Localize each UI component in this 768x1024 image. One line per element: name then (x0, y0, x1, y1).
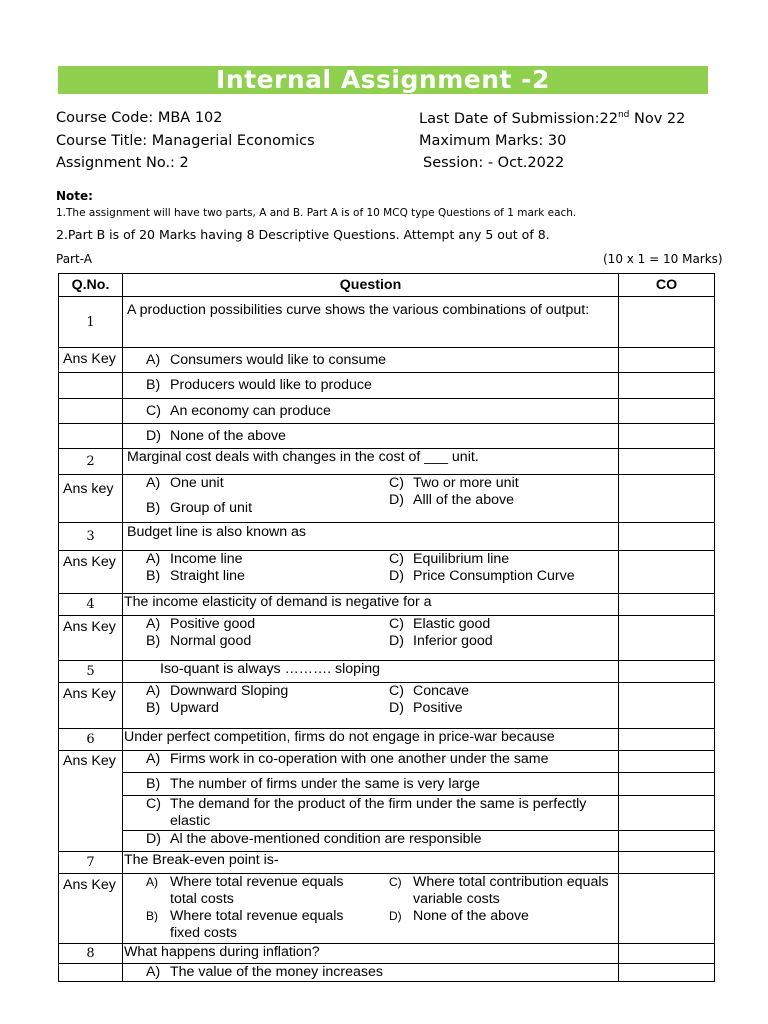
option-text: Concave (413, 683, 469, 699)
co-cell (619, 475, 715, 523)
question-number: 6 (59, 729, 123, 751)
option-text: Producers would like to produce (170, 377, 372, 393)
option-text: One unit (170, 475, 224, 491)
question-text: What happens during inflation? (123, 944, 619, 964)
option-row (59, 373, 715, 399)
question-row (59, 523, 715, 551)
question-text: Budget line is also known as (123, 523, 619, 551)
question-row (59, 944, 715, 964)
co-cell (619, 424, 715, 449)
co-cell (619, 616, 715, 661)
option-letter: C) (146, 796, 161, 812)
option-letter: D) (146, 427, 161, 444)
answer-row (59, 475, 715, 523)
option-letter: D) (146, 831, 161, 847)
question-row (59, 852, 715, 874)
option-text: The value of the money increases (170, 964, 383, 980)
co-cell (619, 661, 715, 683)
co-cell (619, 751, 715, 773)
co-cell (619, 831, 715, 852)
answer-options (123, 616, 619, 661)
question-text: The income elasticity of demand is negative for a (123, 594, 619, 616)
option-letter: D) (389, 700, 404, 716)
co-cell (619, 874, 715, 944)
last-date-prefix: Last Date of Submission:22 (419, 110, 618, 127)
option-text: Income line (170, 551, 243, 567)
option-text: Upward (170, 700, 219, 716)
option-text: None of the above (170, 427, 286, 444)
part-a-marks: (10 x 1 = 10 Marks) (603, 252, 723, 266)
option-row (59, 751, 715, 773)
option-letter: A) (146, 475, 161, 491)
question-number: 2 (59, 449, 123, 475)
question-number: 5 (59, 661, 123, 683)
option-text: Inferior good (413, 633, 493, 649)
question-row (59, 729, 715, 751)
option-text: Equilibrium line (413, 551, 510, 567)
option-letter: B) (146, 500, 161, 516)
co-cell (619, 729, 715, 751)
question-number: 1 (59, 297, 123, 348)
option-text: The demand for the product of the firm under the same is perfectly elastic (170, 796, 587, 829)
option-letter: B) (146, 775, 161, 792)
option-letter: B) (146, 700, 161, 716)
co-cell (619, 523, 715, 551)
question-text: Iso-quant is always ………. sloping (123, 661, 619, 683)
question-text: Under perfect competition, firms do not engage in price-war because (123, 729, 619, 751)
option-letter: C) (389, 616, 404, 632)
co-cell (619, 964, 715, 982)
co-cell (619, 348, 715, 373)
co-cell (619, 399, 715, 424)
option-text: Elastic good (413, 616, 491, 632)
ans-key-label: Ans Key (59, 751, 123, 852)
question-row (59, 449, 715, 475)
co-cell (619, 297, 715, 348)
course-title: Course Title: Managerial Economics (56, 133, 315, 149)
option-letter: A) (146, 964, 161, 980)
header-question: Question (123, 274, 619, 297)
answer-row (59, 874, 715, 944)
max-marks: Maximum Marks: 30 (419, 133, 567, 149)
co-cell (619, 449, 715, 475)
course-code: Course Code: MBA 102 (56, 110, 223, 126)
option (123, 751, 619, 773)
option-text: Alll of the above (413, 492, 514, 508)
option-text: Price Consumption Curve (413, 568, 575, 584)
option-text: Where total revenue equals fixed costs (170, 908, 344, 941)
option (123, 373, 619, 399)
empty-cell (59, 424, 123, 449)
last-date (419, 110, 685, 127)
co-cell (619, 551, 715, 594)
table-header-row (59, 274, 715, 297)
header-co: CO (619, 274, 715, 297)
option-text: Straight line (170, 568, 245, 584)
co-cell (619, 773, 715, 796)
assignment-number: Assignment No.: 2 (56, 155, 189, 171)
question-row (59, 594, 715, 616)
option-row (59, 399, 715, 424)
question-number: 4 (59, 594, 123, 616)
option-letter: A) (146, 751, 161, 767)
session: Session: - Oct.2022 (423, 155, 565, 171)
option-row (59, 348, 715, 373)
ans-key-label: Ans Key (59, 551, 123, 594)
last-date-suffix: Nov 22 (629, 110, 686, 127)
option-letter: D) (389, 492, 404, 508)
question-number: 7 (59, 852, 123, 874)
last-date-superscript: nd (617, 110, 630, 120)
ans-key-label: Ans Key (59, 616, 123, 661)
answer-options (123, 683, 619, 729)
co-cell (619, 944, 715, 964)
question-text: The Break-even point is- (123, 852, 619, 874)
question-number: 3 (59, 523, 123, 551)
option-letter: B) (146, 633, 161, 649)
option-text: Firms work in co-operation with one another under the same (170, 751, 549, 767)
question-number: 8 (59, 944, 123, 964)
option-text: Two or more unit (413, 475, 519, 491)
option (123, 831, 619, 852)
option-letter: C) (146, 402, 161, 419)
ans-key-label: Ans Key (59, 348, 123, 373)
option-text: Downward Sloping (170, 683, 289, 699)
option-letter: A) (146, 351, 161, 368)
option (123, 399, 619, 424)
option-letter: A) (146, 875, 158, 889)
option-row (59, 773, 715, 796)
option (123, 796, 619, 831)
ans-key-label: Ans Key (59, 683, 123, 729)
header-qno: Q.No. (59, 274, 123, 297)
co-cell (619, 683, 715, 729)
empty-cell (59, 373, 123, 399)
option-letter: A) (146, 616, 161, 632)
option-text: Consumers would like to consume (170, 351, 387, 368)
note-line-1: 1.The assignment will have two parts, A and B. Part A is of 10 MCQ type Questions of 1 mark each. (56, 207, 577, 219)
question-text: Marginal cost deals with changes in the cost of ___ unit. (123, 449, 619, 475)
note-line-2: 2.Part B is of 20 Marks having 8 Descriptive Questions. Attempt any 5 out of 8. (56, 227, 550, 242)
option (123, 424, 619, 449)
question-row (59, 661, 715, 683)
option-letter: D) (389, 633, 404, 649)
part-a-label: Part-A (56, 252, 92, 266)
co-cell (619, 796, 715, 831)
option-letter: D) (389, 909, 402, 923)
option-text: Where total revenue equals total costs (170, 874, 344, 907)
option-text: An economy can produce (170, 402, 331, 419)
question-text: A production possibilities curve shows the various combinations of output: (123, 297, 619, 348)
option-letter: C) (389, 475, 404, 491)
answer-options (123, 874, 619, 944)
option (123, 348, 619, 373)
option (123, 964, 619, 982)
option-letter: B) (146, 568, 161, 584)
answer-options (123, 551, 619, 594)
ans-key-label: Ans Key (59, 874, 123, 944)
option-letter: C) (389, 875, 402, 889)
option-row (59, 964, 715, 982)
option-text: Group of unit (170, 500, 253, 516)
co-cell (619, 852, 715, 874)
answer-row (59, 551, 715, 594)
co-cell (619, 373, 715, 399)
ans-key-label: Ans key (59, 475, 123, 523)
question-table (58, 273, 715, 982)
option-row (59, 424, 715, 449)
co-cell (619, 594, 715, 616)
option-text: Positive good (170, 616, 256, 632)
option-text: Where total contribution equals variable costs (413, 874, 609, 907)
option-text: Positive (413, 700, 463, 716)
option-letter: D) (389, 568, 404, 584)
note-heading: Note: (56, 189, 93, 203)
option-letter: C) (389, 551, 404, 567)
option-letter: A) (146, 551, 161, 567)
option-text: Normal good (170, 633, 252, 649)
option-row (59, 796, 715, 831)
option-text: The number of firms under the same is very large (170, 775, 480, 792)
question-row (59, 297, 715, 348)
assignment-title: Internal Assignment -2 (58, 66, 708, 94)
answer-row (59, 616, 715, 661)
option (123, 773, 619, 796)
option-text: None of the above (413, 908, 529, 924)
answer-options (123, 475, 619, 523)
option-letter: C) (389, 683, 404, 699)
empty-cell (59, 399, 123, 424)
answer-row (59, 683, 715, 729)
option-letter: B) (146, 909, 158, 923)
option-text: Al the above-mentioned condition are responsible (170, 831, 482, 847)
option-letter: B) (146, 377, 161, 393)
option-letter: A) (146, 683, 161, 699)
option-row (59, 831, 715, 852)
empty-cell (59, 964, 123, 982)
